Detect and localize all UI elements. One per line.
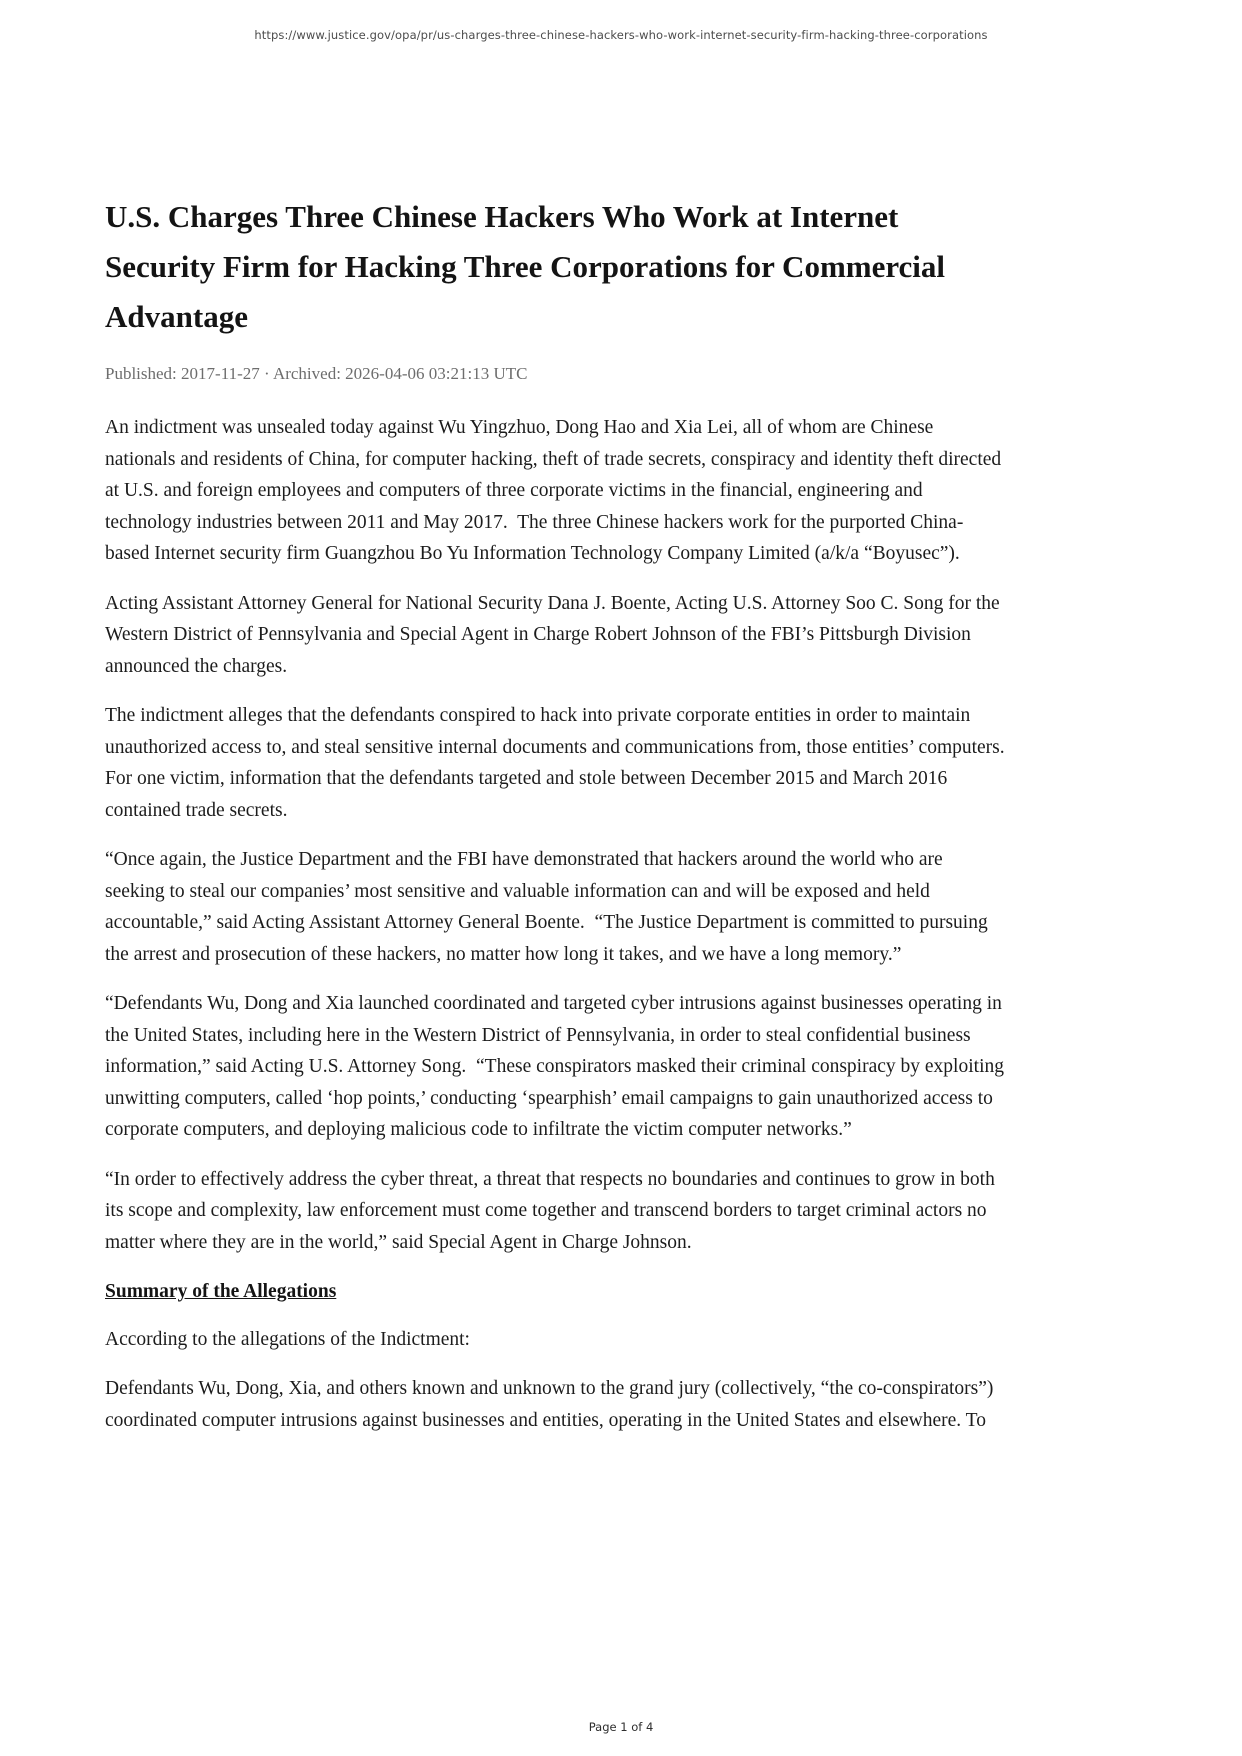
source-url: https://www.justice.gov/opa/pr/us-charges-three-chinese-hackers-who-work-internet-security-firm-hacking-three-corporations bbox=[254, 28, 988, 42]
page-footer bbox=[0, 1720, 1242, 1734]
body-paragraph: The indictment alleges that the defendants conspired to hack into private corporate entities in order to maintain unauthorized access to, and steal sensitive internal documents and communications from, those entities’ computers. For one victim, information that the defendants targeted and stole between December 2015 and March 2016 contained trade secrets. bbox=[105, 705, 1015, 821]
body-paragraph: According to the allegations of the Indictment: bbox=[105, 1328, 470, 1350]
section-heading: Summary of the Allegations bbox=[105, 1281, 337, 1302]
page-title: U.S. Charges Three Chinese Hackers Who Work at Internet Security Firm for Hacking Three Corporations for Commercial Advantage bbox=[105, 199, 946, 334]
publish-archive-meta: Published: 2017-11-27 · Archived: 2026-04-06 03:21:13 UTC bbox=[105, 364, 528, 383]
body-paragraph: An indictment was unsealed today against Wu Yingzhuo, Dong Hao and Xia Lei, all of whom are Chinese nationals and residents of China, for computer hacking, theft of trade secrets, conspiracy and identity theft directed at U.S. and foreign employees and computers of three corporate victims in the financial, engineering and technology industries between 2011 and May 2017. The three Chinese hackers work for the purported China-based Internet security firm Guangzhou Bo Yu Information Technology Company Limited (a/k/a “Boyusec”). bbox=[105, 417, 1007, 564]
body-paragraph: “In order to effectively address the cyber threat, a threat that respects no boundaries and continues to grow in both its scope and complexity, law enforcement must come together and transcend borders to target criminal actors no matter where they are in the world,” said Special Agent in Charge Johnson. bbox=[105, 1168, 1000, 1253]
body-paragraph: Defendants Wu, Dong, Xia, and others known and unknown to the grand jury (collectively, “the co-conspirators”) coordinated computer intrusions against businesses and entities, operating in the United States and elsewhere. To bbox=[105, 1378, 999, 1431]
body-paragraph: “Once again, the Justice Department and the FBI have demonstrated that hackers around the world who are seeking to steal our companies’ most sensitive and valuable information can and will be exposed and held accountable,” said Acting Assistant Attorney General Boente. “The Justice Department is committed to pursuing the arrest and prosecution of these hackers, no matter how long it takes, and we have a long memory.” bbox=[105, 849, 993, 965]
body-paragraph: “Defendants Wu, Dong and Xia launched coordinated and targeted cyber intrusions against businesses operating in the United States, including here in the Western District of Pennsylvania, in order to steal confidential business information,” said Acting U.S. Attorney Song. “These conspirators masked their criminal conspiracy by exploiting unwitting computers, called ‘hop points,’ conducting ‘spearphish’ email campaigns to gain unauthorized access to corporate computers, and deploying malicious code to infiltrate the victim computer networks.” bbox=[105, 993, 1009, 1140]
body-paragraph: Acting Assistant Attorney General for National Security Dana J. Boente, Acting U.S. Attorney Soo C. Song for the Western District of Pennsylvania and Special Agent in Charge Robert Johnson of the FBI’s Pittsburgh Division announced the charges. bbox=[105, 592, 1005, 677]
print-header bbox=[0, 28, 1242, 42]
article bbox=[105, 192, 1015, 1454]
page-number: Page 1 of 4 bbox=[588, 1720, 654, 1734]
